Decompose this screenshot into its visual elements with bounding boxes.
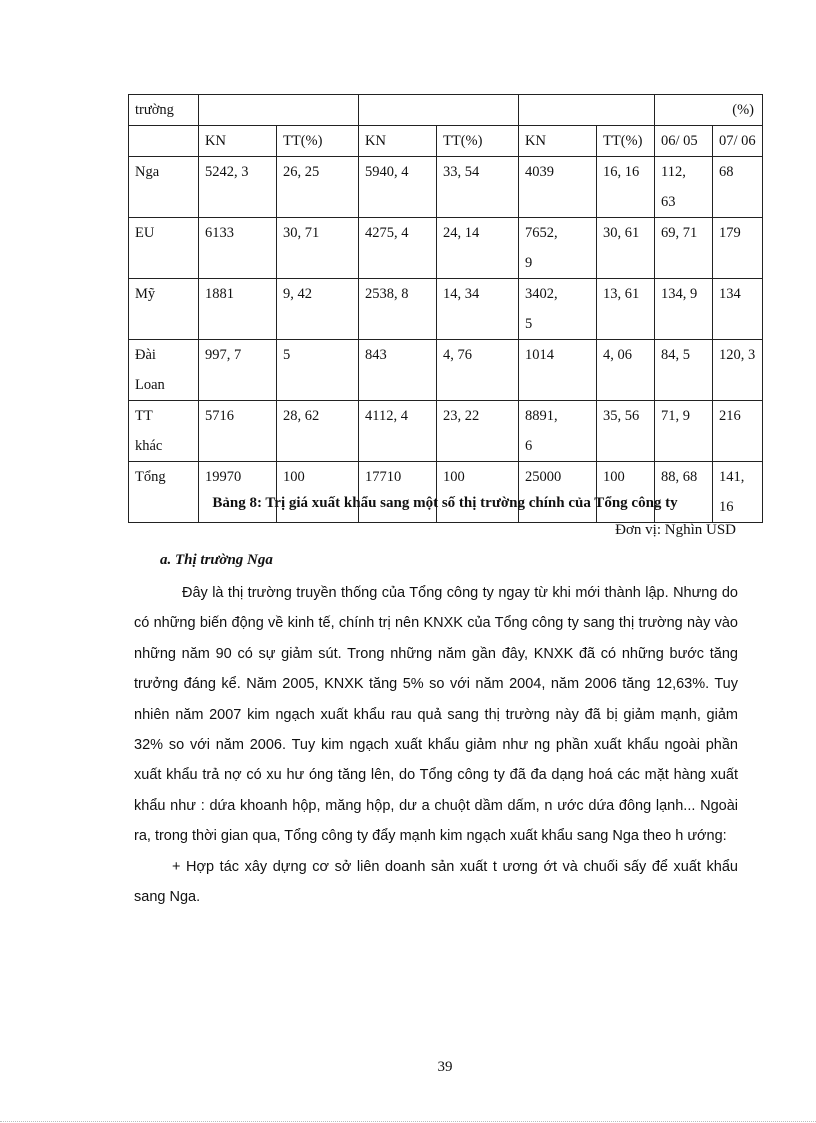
value-cell: 4, 06: [597, 340, 655, 401]
subheader-cell: KN: [199, 126, 277, 157]
subheader-cell: KN: [519, 126, 597, 157]
page-number: 39: [437, 1059, 453, 1075]
value-cell: 84, 5: [655, 340, 713, 401]
value-cell: 120, 3: [713, 340, 763, 401]
value-cell: 5940, 4: [359, 157, 437, 218]
value-cell: 997, 7: [199, 340, 277, 401]
value-cell: 134: [713, 279, 763, 340]
value-cell: 1014: [519, 340, 597, 401]
subheader-cell: TT(%): [437, 126, 519, 157]
market-name-cell: Mỹ: [129, 279, 199, 340]
market-name-cell: Đài Loan: [129, 340, 199, 401]
table-row: [129, 279, 763, 340]
value-cell: 100: [597, 462, 655, 523]
value-cell: 68: [713, 157, 763, 218]
value-cell: 4039: [519, 157, 597, 218]
value-cell: 179: [713, 218, 763, 279]
value-cell: 30, 61: [597, 218, 655, 279]
value-cell: 9, 42: [277, 279, 359, 340]
value-cell: 1881: [199, 279, 277, 340]
table-subheader-row: [129, 126, 763, 157]
value-cell: 13, 61: [597, 279, 655, 340]
market-name-cell: Tổng: [129, 462, 199, 523]
table-row: [129, 218, 763, 279]
value-cell: 4275, 4: [359, 218, 437, 279]
market-name-cell: Nga: [129, 157, 199, 218]
bullet-item: + Hợp tác xây dựng cơ sở liên doanh sản xuất t ương ớt và chuối sấy để xuất khẩu sang Nga.: [134, 858, 738, 906]
value-cell: 3402, 5: [519, 279, 597, 340]
table-row: [129, 157, 763, 218]
value-cell: 216: [713, 401, 763, 462]
value-cell: 71, 9: [655, 401, 713, 462]
value-cell: 17710: [359, 462, 437, 523]
subheader-empty: [129, 126, 199, 157]
value-cell: 6133: [199, 218, 277, 279]
subheader-cell: TT(%): [597, 126, 655, 157]
value-cell: 19970: [199, 462, 277, 523]
value-cell: 8891, 6: [519, 401, 597, 462]
value-cell: 5242, 3: [199, 157, 277, 218]
table-row: [129, 401, 763, 462]
table-header-row-market: [129, 95, 763, 126]
header-group-2007: [519, 95, 655, 126]
paragraph: Đây là thị trường truyền thống của Tổng công ty ngay từ khi mới thành lập. Nhưng do có những biến động về kinh tế, chính trị nên KNXK của Tổng công ty sang thị trường này vào những năm 90 có sự giảm sút. Trong những năm gần đây, KNXK đã có những bước tăng trưởng đáng kể. Năm 2005, KNXK tăng 5% so với năm 2004, năm 2006 tăng 12,63%. Tuy nhiên năm 2007 kim ngạch xuất khẩu rau quả sang thị trường này đã bị giảm mạnh, giảm 32% so với năm 2006. Tuy kim ngạch xuất khẩu giảm như ng phần xuất khẩu ngoài phần xuất khẩu trả nợ có xu hư óng tăng lên, do Tổng công ty đã đa dạng hoá các mặt hàng xuất khẩu như : dứa khoanh hộp, măng hộp, dư a chuột dầm dấm, n ước dứa đông lạnh... Ngoài ra, trong thời gian qua, Tổng công ty đẩy mạnh kim ngạch xuất khẩu sang Nga theo h ướng:: [134, 585, 738, 845]
value-cell: 141, 16: [713, 462, 763, 523]
value-cell: 4112, 4: [359, 401, 437, 462]
value-cell: 4, 76: [437, 340, 519, 401]
value-cell: 7652, 9: [519, 218, 597, 279]
value-cell: 16, 16: [597, 157, 655, 218]
value-cell: 843: [359, 340, 437, 401]
value-cell: 5: [277, 340, 359, 401]
table-caption: Bảng 8: Trị giá xuất khẩu sang một số thị trường chính của Tổng công ty: [212, 495, 678, 511]
value-cell: 24, 14: [437, 218, 519, 279]
market-name-cell: EU: [129, 218, 199, 279]
value-cell: 134, 9: [655, 279, 713, 340]
value-cell: 69, 71: [655, 218, 713, 279]
value-cell: 88, 68: [655, 462, 713, 523]
table-row: [129, 462, 763, 523]
subheader-cell: KN: [359, 126, 437, 157]
header-group-2006: [359, 95, 519, 126]
value-cell: 33, 54: [437, 157, 519, 218]
value-cell: 35, 56: [597, 401, 655, 462]
value-cell: 23, 22: [437, 401, 519, 462]
unit-note: Đơn vị: Nghìn USD: [615, 522, 736, 538]
section-heading: a. Thị trường Nga: [160, 552, 273, 568]
value-cell: 100: [277, 462, 359, 523]
subheader-cell: 06/ 05: [655, 126, 713, 157]
value-cell: 14, 34: [437, 279, 519, 340]
body-text: [134, 578, 738, 912]
export-value-table: [128, 94, 763, 523]
table-row: [129, 340, 763, 401]
value-cell: 28, 62: [277, 401, 359, 462]
market-name-cell: TT khác: [129, 401, 199, 462]
value-cell: 30, 71: [277, 218, 359, 279]
header-group-2005: [199, 95, 359, 126]
value-cell: 2538, 8: [359, 279, 437, 340]
header-percent: (%): [655, 95, 763, 126]
subheader-cell: TT(%): [277, 126, 359, 157]
subheader-cell: 07/ 06: [713, 126, 763, 157]
value-cell: 25000: [519, 462, 597, 523]
value-cell: 26, 25: [277, 157, 359, 218]
value-cell: 112, 63: [655, 157, 713, 218]
value-cell: 100: [437, 462, 519, 523]
footer-rule: [0, 1121, 816, 1122]
header-market-label: trường: [129, 95, 199, 126]
value-cell: 5716: [199, 401, 277, 462]
